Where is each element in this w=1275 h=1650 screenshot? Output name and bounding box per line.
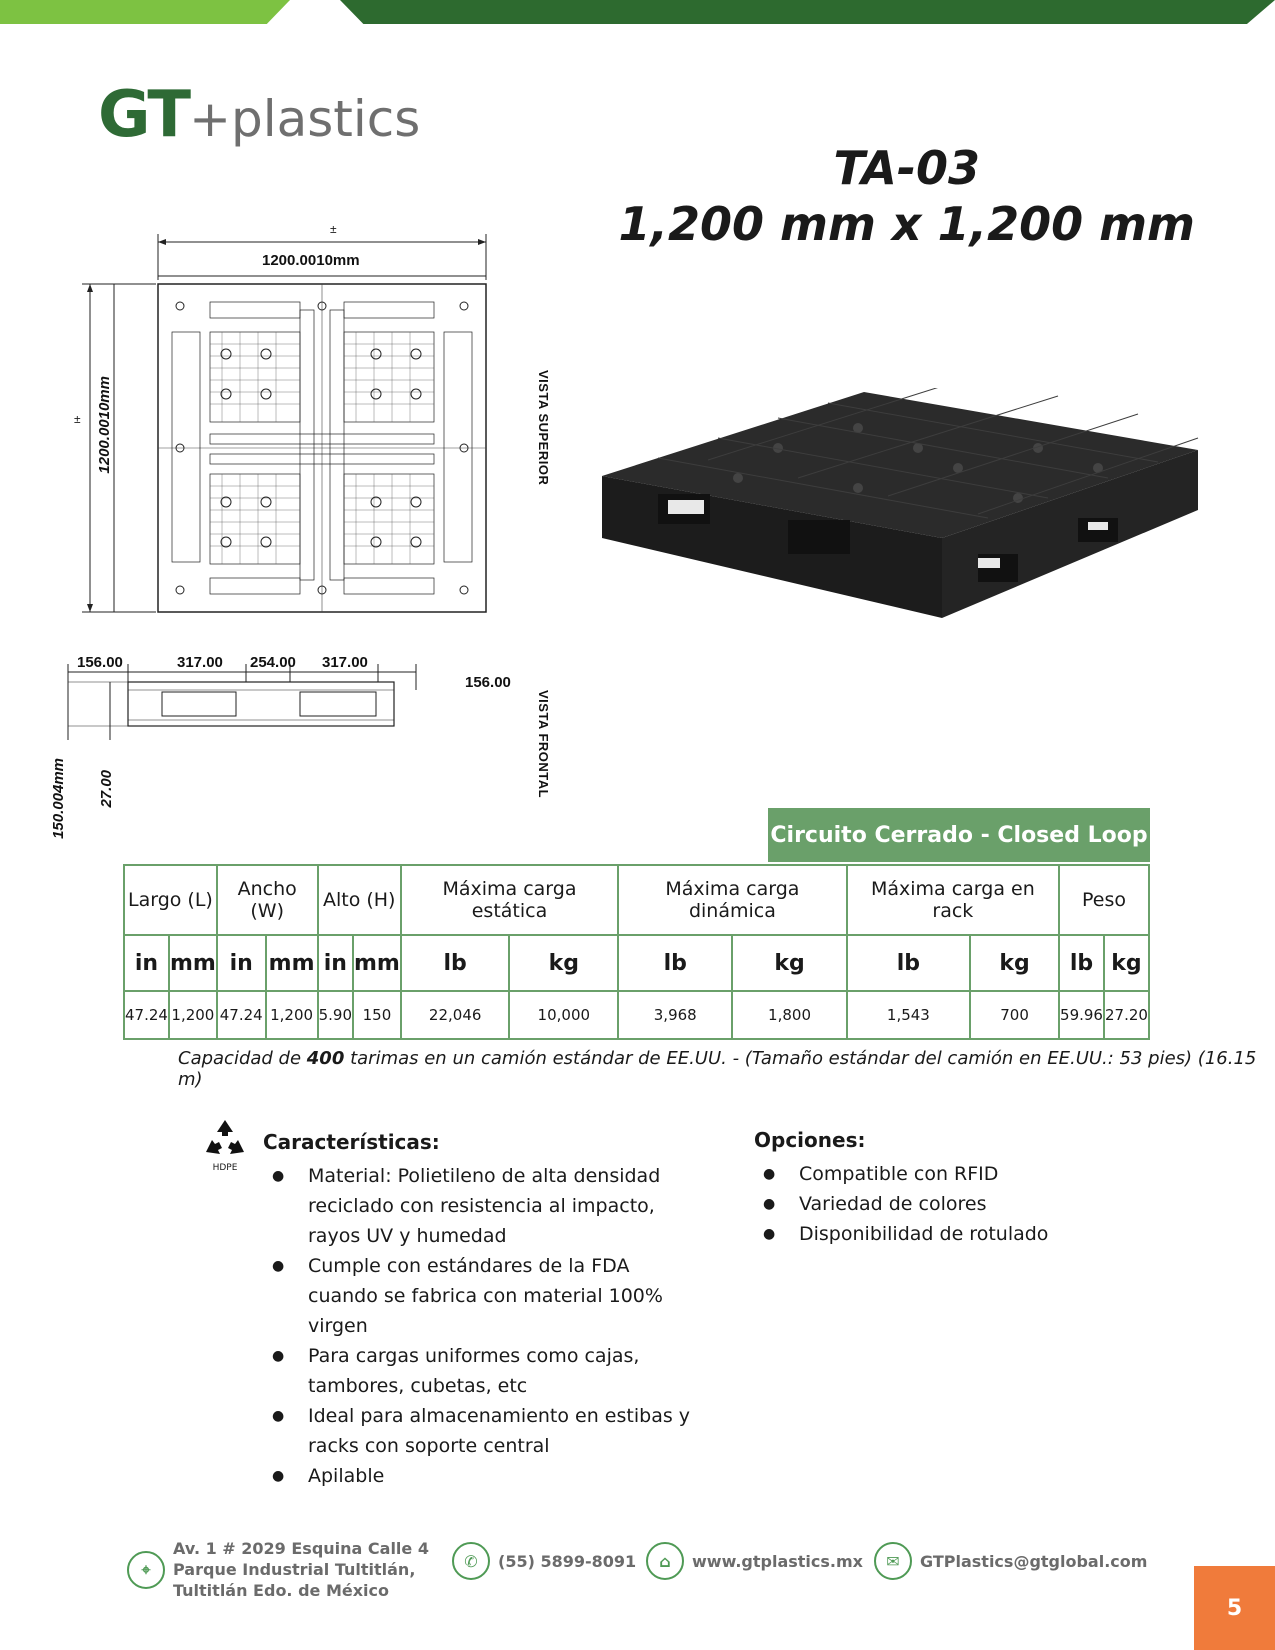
header-weight: Peso [1059, 865, 1149, 935]
front-view-drawing [60, 660, 430, 750]
value-cell: 1,543 [847, 991, 970, 1039]
phone-icon: ✆ [452, 1542, 490, 1580]
unit-cell: kg [732, 935, 846, 991]
value-cell: 59.96 [1059, 991, 1104, 1039]
header-length: Largo (L) [124, 865, 217, 935]
company-logo [98, 78, 420, 152]
value-cell: 3,968 [618, 991, 732, 1039]
value-cell: 10,000 [509, 991, 618, 1039]
unit-cell: kg [1104, 935, 1149, 991]
list-item: ● Compatible con RFID [763, 1159, 1163, 1189]
unit-cell: lb [401, 935, 510, 991]
hdpe-label: HDPE [212, 1163, 238, 1173]
view-top-label: VISTA SUPERIOR [536, 370, 551, 486]
front-dim-1: 156.00 [77, 654, 123, 671]
capacity-note [178, 1048, 1275, 1090]
address-line-1: Av. 1 # 2029 Esquina Calle 4 [173, 1539, 429, 1558]
value-cell: 1,800 [732, 991, 846, 1039]
options-list [763, 1159, 1163, 1249]
table-units-row [124, 935, 1149, 991]
footer-phone[interactable] [452, 1542, 636, 1580]
unit-cell: in [318, 935, 353, 991]
capacity-count: 400 [306, 1048, 345, 1069]
address-line-3: Tultitlán Edo. de México [173, 1581, 390, 1600]
list-item: ● Apilable [272, 1461, 692, 1491]
options-title: Opciones: [754, 1128, 866, 1152]
value-cell: 150 [353, 991, 401, 1039]
product-title [619, 140, 1195, 252]
capacity-suffix: tarimas en un camión estándar de EE.UU. - (Tamaño estándar del camión en EE.UU.: 53 pies) (16.15 m) [178, 1048, 1257, 1090]
unit-cell: in [124, 935, 169, 991]
recycle-symbol-icon [202, 1118, 248, 1158]
closed-loop-band: Circuito Cerrado - Closed Loop [768, 808, 1150, 862]
unit-cell: in [217, 935, 266, 991]
unit-cell: mm [353, 935, 401, 991]
header-accent-dark [340, 0, 1275, 24]
spec-table [123, 864, 1150, 1040]
header-height: Alto (H) [318, 865, 401, 935]
logo-main: GT [98, 78, 190, 152]
mail-icon: ✉ [874, 1542, 912, 1580]
tolerance-mark-top: ± [330, 222, 337, 236]
list-item: ● Variedad de colores [763, 1189, 1163, 1219]
value-cell: 47.24 [124, 991, 169, 1039]
value-cell: 5.90 [318, 991, 353, 1039]
top-width-dimension: 1200.0010mm [262, 252, 360, 269]
value-cell: 1,200 [266, 991, 318, 1039]
front-height-dimension: 150.004mm [50, 758, 67, 839]
home-icon: ⌂ [646, 1542, 684, 1580]
page-number: 5 [1194, 1566, 1275, 1650]
front-dim-2: 317.00 [177, 654, 223, 671]
product-code: TA-03 [833, 141, 981, 195]
header-width: Ancho (W) [217, 865, 318, 935]
website-link[interactable]: www.gtplastics.mx [692, 1551, 863, 1571]
top-view-drawing [60, 220, 500, 620]
capacity-prefix: Capacidad de [178, 1048, 307, 1069]
pallet-photo [598, 388, 1203, 648]
value-cell: 47.24 [217, 991, 266, 1039]
footer-address [127, 1538, 429, 1601]
recycle-icon [200, 1118, 250, 1173]
value-cell: 1,200 [169, 991, 217, 1039]
unit-cell: mm [169, 935, 217, 991]
header-accent-light [0, 0, 290, 24]
location-pin-icon: ⌖ [127, 1551, 165, 1589]
list-item: ● Cumple con estándares de la FDA cuando se fabrica con material 100% virgen [272, 1251, 692, 1341]
product-dimensions: 1,200 mm x 1,200 mm [618, 197, 1195, 251]
table-header-row [124, 865, 1149, 935]
front-dim-3: 254.00 [250, 654, 296, 671]
value-cell: 27.20 [1104, 991, 1149, 1039]
unit-cell: kg [970, 935, 1059, 991]
features-list [272, 1161, 692, 1491]
unit-cell: lb [618, 935, 732, 991]
value-cell: 22,046 [401, 991, 510, 1039]
unit-cell: kg [509, 935, 618, 991]
list-item: ● Para cargas uniformes como cajas, tambores, cubetas, etc [272, 1341, 692, 1401]
footer-web[interactable] [646, 1542, 863, 1580]
header-dynamic-load: Máxima carga dinámica [618, 865, 847, 935]
tolerance-mark-side: ± [74, 412, 81, 426]
front-dim-4: 317.00 [322, 654, 368, 671]
list-item: ● Disponibilidad de rotulado [763, 1219, 1163, 1249]
header-rack-load: Máxima carga en rack [847, 865, 1059, 935]
logo-sub: +plastics [189, 90, 421, 148]
front-dim-5: 156.00 [465, 674, 511, 691]
front-deck-dimension: 27.00 [98, 770, 115, 808]
view-front-label: VISTA FRONTAL [536, 690, 551, 799]
table-values-row [124, 991, 1149, 1039]
email-link[interactable]: GTPlastics@gtglobal.com [920, 1551, 1148, 1571]
unit-cell: mm [266, 935, 318, 991]
list-item: ● Material: Polietileno de alta densidad reciclado con resistencia al impacto, rayos UV y humedad [272, 1161, 692, 1251]
features-title: Características: [263, 1130, 440, 1154]
phone-number[interactable]: (55) 5899-8091 [498, 1551, 637, 1571]
top-height-dimension: 1200.0010mm [96, 376, 113, 474]
value-cell: 700 [970, 991, 1059, 1039]
unit-cell: lb [1059, 935, 1104, 991]
footer-email[interactable] [874, 1542, 1147, 1580]
header-static-load: Máxima carga estática [401, 865, 618, 935]
list-item: ● Ideal para almacenamiento en estibas y racks con soporte central [272, 1401, 692, 1461]
address-line-2: Parque Industrial Tultitlán, [173, 1560, 416, 1579]
unit-cell: lb [847, 935, 970, 991]
